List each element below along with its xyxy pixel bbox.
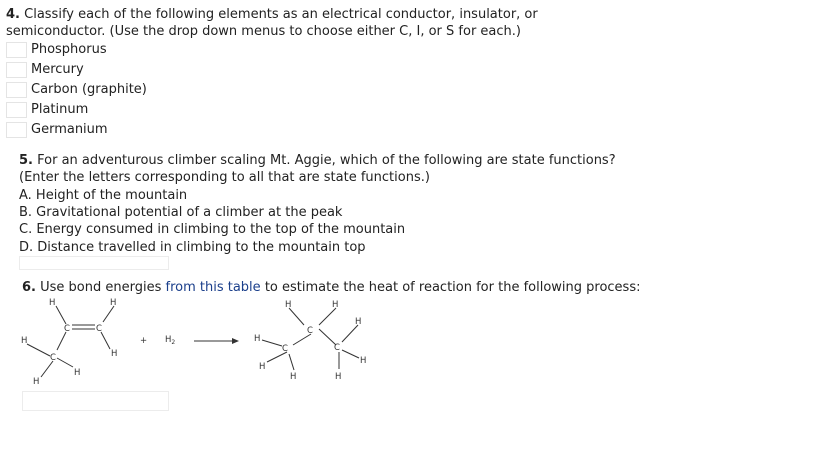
q4-element-carbon: Carbon (graphite) (31, 82, 147, 97)
q4-element-platinum: Platinum (31, 102, 89, 117)
q4-dropdown-carbon[interactable] (6, 82, 27, 98)
q4-element-phosphorus: Phosphorus (31, 42, 107, 57)
q5-prompt-line1 (19, 152, 616, 169)
atom-label: H (110, 298, 117, 308)
q6-text-before: Use bond energies (40, 280, 162, 295)
plus-sign: + (140, 336, 148, 346)
reaction-atom-labels (21, 298, 366, 387)
q5-option-b: B. Gravitational potential of a climber at the peak (19, 205, 343, 220)
q5-number: 5. (19, 153, 33, 168)
reaction-bonds (27, 306, 362, 377)
atom-label: H (290, 372, 297, 382)
atom-label: C (334, 343, 340, 353)
q4-element-mercury: Mercury (31, 62, 84, 77)
q4-dropdown-platinum[interactable] (6, 102, 27, 118)
atom-label: H (74, 368, 81, 378)
atom-label: H (33, 377, 40, 387)
q4-prompt-text-1: Classify each of the following elements as an electrical conductor, insulator, or (24, 7, 538, 22)
q5-option-a: A. Height of the mountain (19, 188, 188, 203)
q5-option-d: D. Distance travelled in climbing to the mountain top (19, 240, 366, 255)
q4-prompt-line1 (6, 6, 538, 23)
h2-symbol: H (165, 335, 172, 345)
atom-label: H (49, 298, 56, 308)
bond-energy-table-link[interactable]: from this table (165, 280, 261, 295)
q5-answer-input[interactable] (19, 256, 169, 270)
q4-prompt-line2: semiconductor. (Use the drop down menus to choose either C, I, or S for each.) (6, 24, 521, 39)
q4-dropdown-phosphorus[interactable] (6, 42, 27, 58)
atom-label: H (285, 300, 292, 310)
q5-option-c: C. Energy consumed in climbing to the top of the mountain (19, 222, 406, 237)
atom-label: C (64, 324, 70, 334)
atom-label: H (332, 300, 339, 310)
atom-label: H (360, 356, 367, 366)
q4-dropdown-germanium[interactable] (6, 122, 27, 138)
q4-dropdown-mercury[interactable] (6, 62, 27, 78)
atom-label: C (307, 326, 313, 336)
atom-label: H (259, 362, 266, 372)
q4-element-germanium: Germanium (31, 122, 108, 137)
q4-number: 4. (6, 7, 20, 22)
atom-label: H (254, 334, 261, 344)
q5-prompt-line2: (Enter the letters corresponding to all that are state functions.) (19, 170, 430, 185)
atom-label: H (355, 317, 362, 327)
reaction-arrowhead (232, 338, 239, 344)
q5-prompt-text-1: For an adventurous climber scaling Mt. Aggie, which of the following are state functions? (37, 153, 616, 168)
h2-subscript: 2 (171, 339, 176, 346)
q6-answer-input[interactable] (22, 391, 169, 411)
atom-label: H (111, 349, 118, 359)
atom-label: C (50, 353, 56, 363)
q6-text-after: to estimate the heat of reaction for the following process: (264, 280, 641, 295)
atom-label: H (335, 372, 342, 382)
reaction-diagram (0, 292, 400, 392)
atom-label: C (282, 344, 288, 354)
q6-number: 6. (22, 280, 36, 295)
h2-molecule (165, 335, 175, 346)
atom-label: H (21, 336, 28, 346)
atom-label: C (96, 324, 102, 334)
